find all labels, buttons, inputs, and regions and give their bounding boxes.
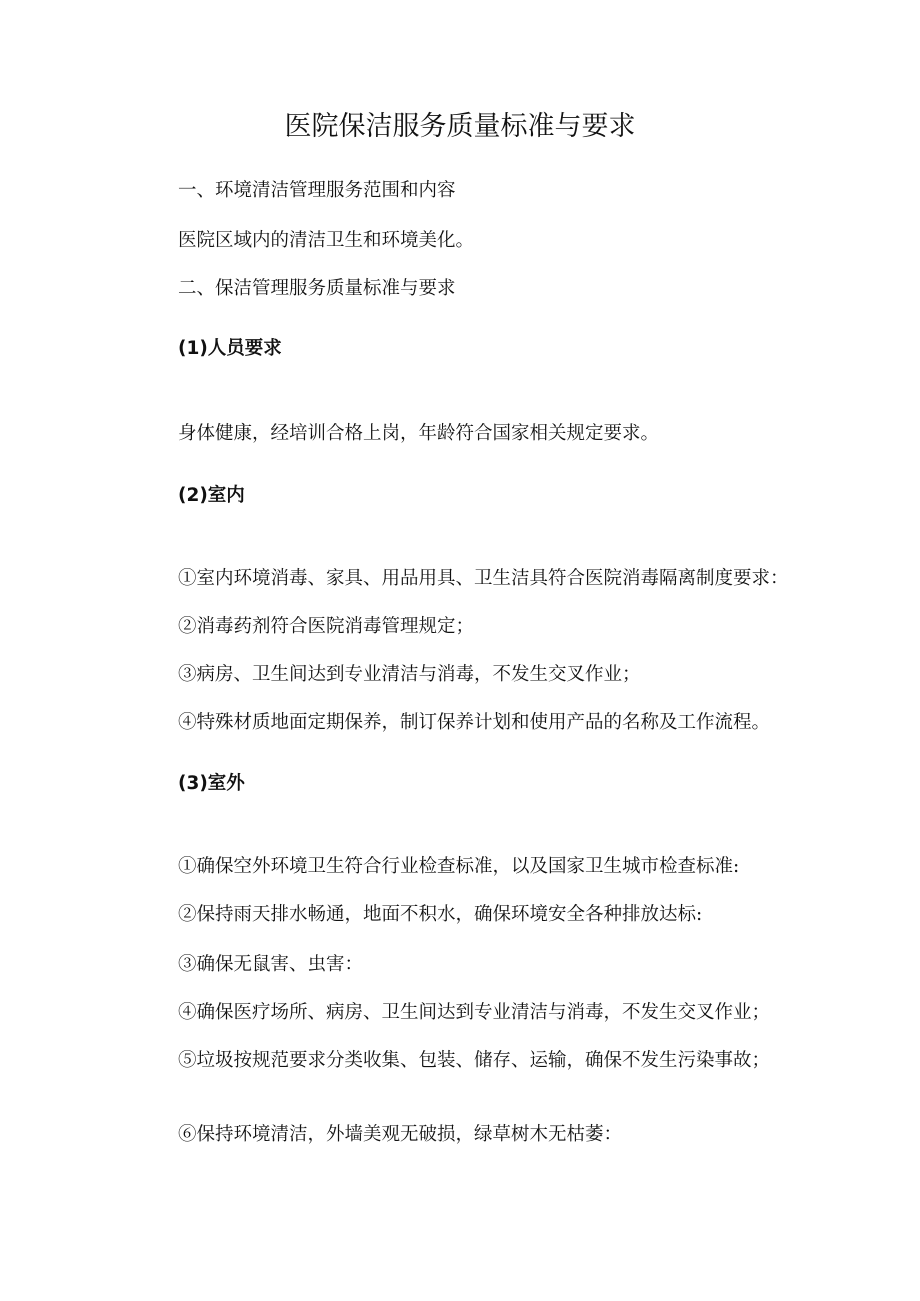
outdoor-heading: (3)室外	[178, 773, 245, 794]
indoor-heading: (2)室内	[178, 485, 245, 506]
section1-text: 医院区域内的清洁卫生和环境美化。	[178, 230, 475, 251]
personnel-text: 身体健康，经培训合格上岗，年龄符合国家相关规定要求。	[178, 423, 660, 444]
outdoor-item: ②保持雨天排水畅通，地面不积水，确保环境安全各种排放达标:	[178, 904, 703, 925]
personnel-heading: (1)人员要求	[178, 338, 282, 359]
indoor-item: ②消毒药剂符合医院消毒管理规定；	[178, 616, 475, 637]
outdoor-item: ③确保无鼠害、虫害：	[178, 954, 364, 975]
indoor-item: ①室内环境消毒、家具、用品用具、卫生洁具符合医院消毒隔离制度要求：	[178, 568, 789, 589]
section1-heading: 一、环境清洁管理服务范围和内容	[178, 180, 456, 201]
document-title: 医院保洁服务质量标准与要求	[284, 111, 636, 142]
indoor-item: ④特殊材质地面定期保养，制订保养计划和使用产品的名称及工作流程。	[178, 712, 771, 733]
section2-heading: 二、保洁管理服务质量标准与要求	[178, 278, 456, 299]
outdoor-item: ⑤垃圾按规范要求分类收集、包装、储存、运输，确保不发生污染事故；	[178, 1050, 771, 1071]
indoor-item: ③病房、卫生间达到专业清洁与消毒，不发生交叉作业；	[178, 664, 641, 685]
outdoor-item: ④确保医疗场所、病房、卫生间达到专业清洁与消毒，不发生交叉作业；	[178, 1002, 771, 1023]
outdoor-item: ⑥保持环境清洁，外墙美观无破损，绿草树木无枯萎：	[178, 1124, 623, 1145]
outdoor-item: ①确保空外环境卫生符合行业检查标准，以及国家卫生城市检查标准:	[178, 856, 740, 877]
